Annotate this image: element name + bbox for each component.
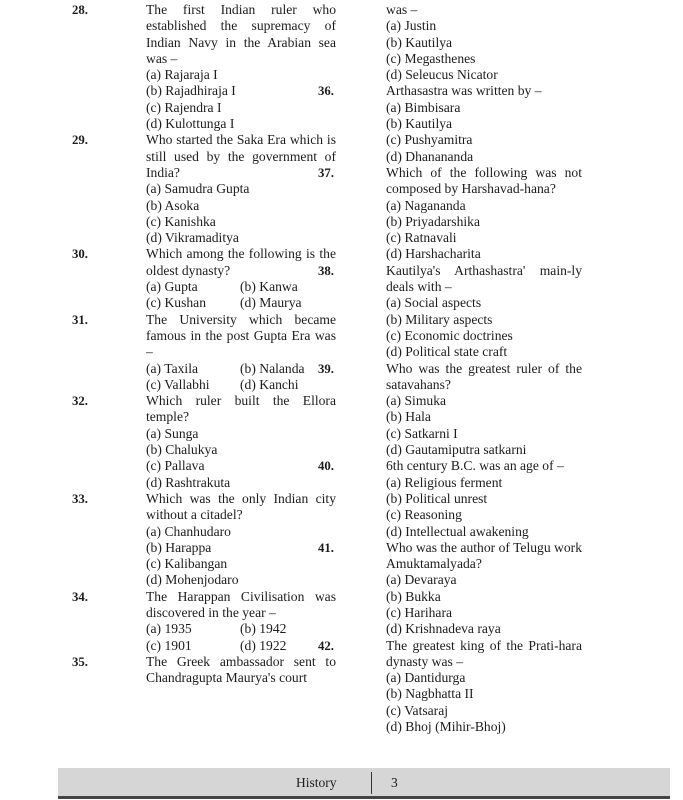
question-text: Who was the author of Telugu work Amuktamalyada? [386, 539, 582, 572]
option-b: (b) Asoka [146, 197, 200, 213]
question-text: Which was the only Indian city without a citadel? [146, 490, 336, 523]
question-text: 6th century B.C. was an age of – [386, 458, 564, 474]
option-b: (b) Military aspects [386, 311, 493, 327]
option-c: (c) Pallava [146, 458, 205, 474]
option-d: (d) Bhoj (Mihir-Bhoj) [386, 719, 506, 735]
question-31 [72, 311, 336, 393]
option-d: (d) Harshacharita [386, 246, 481, 262]
option-b: (b) Harappa [146, 539, 212, 555]
option-c: (c) 1901 [146, 637, 192, 653]
page-number: 3 [391, 775, 398, 790]
question-number: 38. [318, 263, 334, 278]
option-a: (a) Nagananda [386, 197, 466, 213]
question-32 [72, 393, 336, 491]
footer-subject: History [296, 775, 337, 790]
footer-divider [371, 772, 372, 794]
option-c: (c) Kanishka [146, 213, 216, 229]
option-a: (a) Social aspects [386, 295, 482, 311]
option-b: (b) Rajadhiraja I [146, 83, 236, 99]
question-text: The Harappan Civilisation was discovered in the year – [146, 588, 336, 620]
option-b: (b) 1942 [240, 621, 287, 637]
option-a: (a) Justin [386, 18, 437, 34]
option-b: (b) Kautilya [386, 116, 453, 132]
option-b: (b) Chalukya [146, 442, 218, 458]
question-35 [72, 653, 336, 687]
option-c: (c) Harihara [386, 604, 453, 620]
option-a: (a) Chanhudaro [146, 523, 231, 539]
option-c: (c) Ratnavali [386, 230, 457, 246]
option-d: (d) Political state craft [386, 344, 508, 360]
option-c: (c) Reasoning [386, 507, 462, 523]
option-a: (a) Sunga [146, 425, 199, 441]
question-number: 28. [72, 3, 88, 17]
question-38 [318, 262, 582, 361]
question-number: 29. [72, 133, 88, 148]
option-d: (d) Maurya [240, 295, 302, 311]
option-b: (b) Kanwa [240, 279, 298, 295]
option-d: (d) Krishnadeva raya [386, 621, 501, 637]
question-number: 41. [318, 540, 334, 555]
question-40 [318, 458, 582, 539]
question-text: The first Indian ruler who established the supremacy of Indian Navy in the Arabian sea was – [146, 2, 336, 66]
option-c: (c) Rajendra I [146, 99, 222, 115]
option-d: (d) Rashtrakuta [146, 474, 231, 490]
question-28 [72, 2, 336, 132]
option-a: (a) Samudra Gupta [146, 181, 250, 197]
question-42 [318, 637, 582, 736]
question-number: 42. [318, 638, 334, 653]
option-a: (a) Simuka [386, 393, 447, 409]
option-a: (a) Religious ferment [386, 474, 503, 490]
option-d: (d) Dhanananda [386, 148, 474, 164]
question-number: 36. [318, 84, 334, 99]
option-c: (c) Kalibangan [146, 556, 228, 572]
option-c: (c) Kushan [146, 295, 207, 311]
question-41 [318, 539, 582, 638]
question-text: was – [386, 2, 418, 17]
option-b: (b) Nalanda [240, 360, 305, 376]
option-c: (c) Megasthenes [386, 50, 476, 66]
option-a: (a) Dantidurga [386, 670, 466, 686]
question-39 [318, 360, 582, 459]
question-text: Which of the following was not composed by Harshavad-hana? [386, 164, 582, 197]
page-footer [58, 768, 670, 799]
option-a: (a) 1935 [146, 621, 192, 637]
question-36 [318, 83, 582, 164]
option-b: (b) Hala [386, 409, 431, 425]
option-b: (b) Priyadarshika [386, 213, 480, 229]
option-a: (a) Gupta [146, 279, 198, 295]
question-number: 34. [72, 589, 88, 604]
option-d: (d) Intellectual awakening [386, 523, 529, 539]
option-c: (c) Economic doctrines [386, 327, 513, 343]
question-number: 40. [318, 459, 334, 474]
option-b: (b) Bukka [386, 588, 441, 604]
option-a: (a) Rajaraja I [146, 67, 218, 83]
question-text: Which among the following is the oldest dynasty? [146, 246, 336, 278]
option-d: (d) 1922 [240, 637, 287, 653]
question-text: Who started the Saka Era which is still used by the government of India? [146, 132, 336, 180]
right-column [318, 2, 582, 735]
question-number: 32. [72, 394, 88, 409]
option-c: (c) Vatsaraj [386, 702, 449, 718]
question-text: The Greek ambassador sent to Chandragupta Maurya's court [146, 653, 336, 686]
question-text: The greatest king of the Prati-hara dynasty was – [386, 637, 582, 669]
option-d: (d) Vikramaditya [146, 230, 239, 246]
option-b: (b) Political unrest [386, 490, 488, 506]
option-d: (d) Mohenjodaro [146, 572, 239, 588]
option-c: (c) Satkarni I [386, 425, 458, 441]
question-text: Kautilya's Arthashastra' main-ly deals with – [386, 262, 582, 295]
option-a: (a) Bimbisara [386, 99, 461, 115]
option-b: (b) Kautilya [386, 34, 453, 50]
question-text: Who was the greatest ruler of the satavahans? [386, 360, 582, 392]
question-number: 39. [318, 361, 334, 376]
question-text: Arthasastra was written by – [386, 83, 542, 99]
question-35-continued [350, 2, 582, 83]
option-b: (b) Nagbhatta II [386, 686, 474, 702]
question-33 [72, 490, 336, 589]
question-number: 33. [72, 491, 88, 506]
question-text: The University which became famous in the post Gupta Era was – [146, 311, 336, 360]
question-number: 37. [318, 165, 334, 180]
question-37 [318, 164, 582, 263]
question-34 [72, 588, 336, 654]
question-number: 30. [72, 247, 88, 262]
option-d: (d) Gautamiputra satkarni [386, 442, 527, 458]
option-c: (c) Vallabhi [146, 376, 210, 392]
question-number: 31. [72, 312, 88, 327]
question-29 [72, 132, 336, 246]
option-a: (a) Devaraya [386, 572, 457, 588]
option-d: (d) Kanchi [240, 376, 299, 392]
option-d: (d) Kulottunga I [146, 116, 235, 132]
option-d: (d) Seleucus Nicator [386, 67, 498, 83]
left-column [72, 2, 336, 686]
question-number: 35. [72, 654, 88, 669]
question-text: Which ruler built the Ellora temple? [146, 393, 336, 425]
option-a: (a) Taxila [146, 360, 199, 376]
question-30 [72, 246, 336, 311]
option-c: (c) Pushyamitra [386, 132, 473, 148]
